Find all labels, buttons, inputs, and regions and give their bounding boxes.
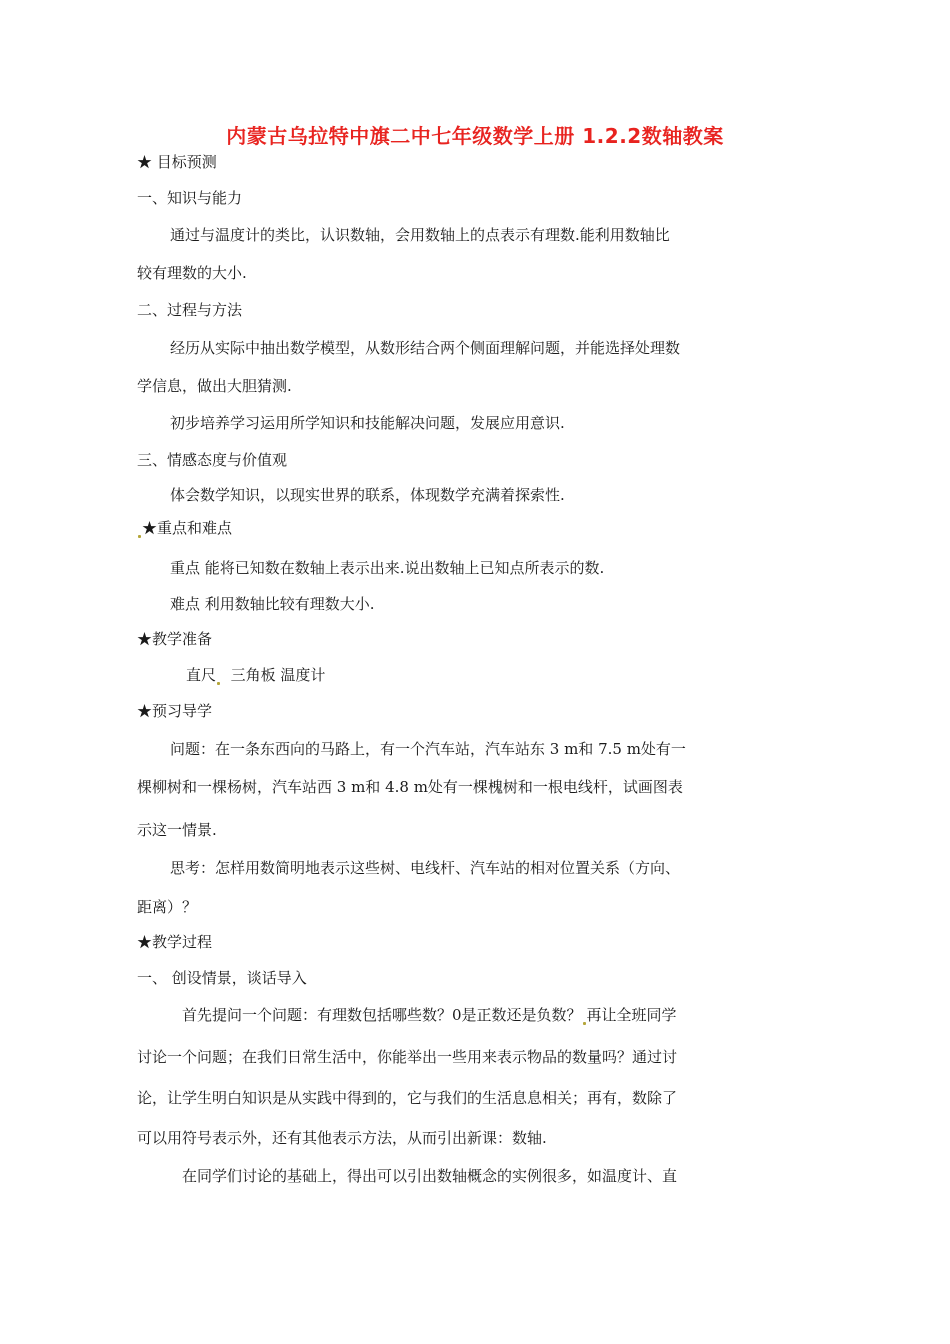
paragraph-line: 通过与温度计的类比，认识数轴，会用数轴上的点表示有理数.能利用数轴比	[170, 226, 670, 244]
material-others: 三角板 温度计	[230, 666, 326, 684]
paragraph-line: 问题：在一条东西向的马路上，有一个汽车站，汽车站东 3 m和 7.5 m处有一	[170, 740, 686, 758]
document-title: 内蒙古乌拉特中旗二中七年级数学上册 1.2.2数轴教案	[226, 124, 724, 148]
section-heading-process: ★教学过程	[137, 933, 213, 951]
paragraph-line: 较有理数的大小.	[137, 264, 247, 282]
material-ruler: 直尺	[186, 666, 217, 684]
section-heading: 一、知识与能力	[137, 189, 243, 207]
text-segment: 再让全班同学	[586, 1006, 677, 1024]
difficult-point-line: 难点 利用数轴比较有理数大小.	[170, 595, 375, 613]
section-heading: 二、过程与方法	[137, 301, 243, 319]
text-segment: 首先提问一个问题：有理数包括哪些数？0是正数还是负数？	[182, 1006, 582, 1024]
section-heading-key-points	[137, 518, 777, 538]
paragraph-line: 初步培养学习运用所学知识和技能解决问题，发展应用意识.	[170, 414, 565, 432]
subsection-heading: 一、 创设情景，谈话导入	[137, 969, 307, 987]
section-heading-preview: ★预习导学	[137, 702, 213, 720]
section-heading-goals: ★ 目标预测	[137, 153, 217, 171]
dot-mark	[138, 535, 141, 538]
paragraph-line: 讨论一个问题；在我们日常生活中，你能举出一些用来表示物品的数量吗？通过讨	[137, 1048, 678, 1066]
heading-text: ★重点和难点	[142, 519, 233, 537]
paragraph-line: 思考：怎样用数简明地表示这些树、电线杆、汽车站的相对位置关系（方向、	[170, 859, 681, 877]
paragraph-line	[182, 1005, 822, 1025]
dot-mark	[217, 682, 220, 685]
dot-mark	[583, 1022, 586, 1025]
paragraph-line: 距离）？	[137, 898, 198, 916]
key-point-line: 重点 能将已知数在数轴上表示出来.说出数轴上已知点所表示的数.	[170, 559, 605, 577]
paragraph-line: 示这一情景.	[137, 821, 217, 839]
section-heading-preparation: ★教学准备	[137, 630, 213, 648]
paragraph-line: 可以用符号表示外，还有其他表示方法，从而引出新课：数轴.	[137, 1129, 547, 1147]
paragraph-line: 论，让学生明白知识是从实践中得到的，它与我们的生活息息相关；再有，数除了	[137, 1089, 678, 1107]
paragraph-line: 体会数学知识，以现实世界的联系，体现数学充满着探索性.	[170, 486, 565, 504]
section-heading: 三、情感态度与价值观	[137, 451, 288, 469]
paragraph-line: 棵柳树和一棵杨树，汽车站西 3 m和 4.8 m处有一棵槐树和一根电线杆，试画图表	[137, 778, 683, 796]
paragraph-line: 经历从实际中抽出数学模型，从数形结合两个侧面理解问题，并能选择处理数	[170, 339, 681, 357]
paragraph-line: 在同学们讨论的基础上，得出可以引出数轴概念的实例很多，如温度计、直	[182, 1167, 678, 1185]
materials-line	[186, 665, 826, 685]
paragraph-line: 学信息，做出大胆猜测.	[137, 377, 292, 395]
